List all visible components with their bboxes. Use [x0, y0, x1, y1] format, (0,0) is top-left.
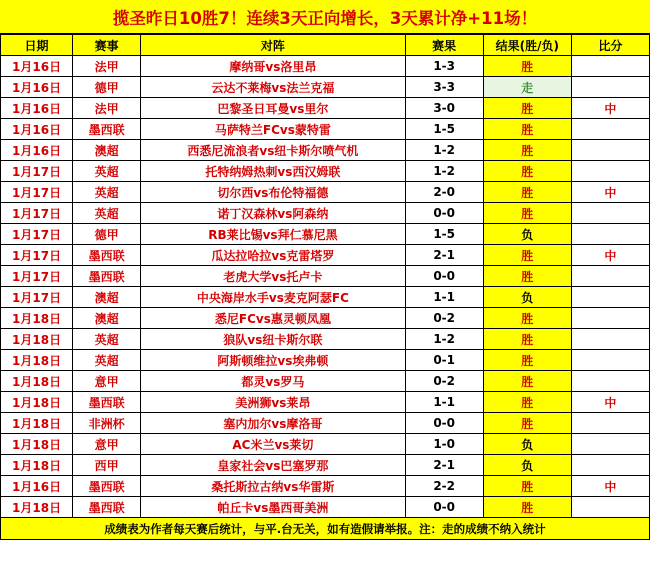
cell-score: 1-3	[405, 56, 483, 77]
table-row	[1, 413, 650, 434]
cell-ratio	[571, 434, 649, 455]
cell-date: 1月16日	[1, 98, 73, 119]
cell-league: 非洲杯	[73, 413, 141, 434]
cell-match: 狼队vs纽卡斯尔联	[141, 329, 405, 350]
cell-result: 胜	[483, 413, 571, 434]
cell-match: 瓜达拉哈拉vs克雷塔罗	[141, 245, 405, 266]
table-row	[1, 350, 650, 371]
cell-league: 墨西联	[73, 392, 141, 413]
cell-date: 1月17日	[1, 224, 73, 245]
cell-score: 2-2	[405, 476, 483, 497]
cell-date: 1月17日	[1, 203, 73, 224]
cell-result: 胜	[483, 56, 571, 77]
cell-score: 1-5	[405, 224, 483, 245]
column-header-league: 赛事	[73, 35, 141, 56]
cell-score: 0-0	[405, 203, 483, 224]
cell-result: 胜	[483, 119, 571, 140]
cell-match: AC米兰vs莱切	[141, 434, 405, 455]
cell-date: 1月16日	[1, 140, 73, 161]
cell-score: 0-2	[405, 371, 483, 392]
cell-ratio	[571, 140, 649, 161]
cell-ratio: 中	[571, 98, 649, 119]
table-row	[1, 182, 650, 203]
cell-score: 1-2	[405, 140, 483, 161]
cell-result: 胜	[483, 203, 571, 224]
table-row	[1, 77, 650, 98]
cell-date: 1月18日	[1, 392, 73, 413]
cell-result: 胜	[483, 140, 571, 161]
cell-league: 法甲	[73, 98, 141, 119]
column-header-result: 结果(胜/负)	[483, 35, 571, 56]
cell-match: 帕丘卡vs墨西哥美洲	[141, 497, 405, 518]
cell-match: 美洲狮vs莱昂	[141, 392, 405, 413]
cell-match: 诺丁汉森林vs阿森纳	[141, 203, 405, 224]
cell-match: RB莱比锡vs拜仁慕尼黑	[141, 224, 405, 245]
cell-score: 0-2	[405, 308, 483, 329]
table-row	[1, 140, 650, 161]
cell-ratio	[571, 413, 649, 434]
table-row	[1, 245, 650, 266]
cell-score: 0-1	[405, 350, 483, 371]
cell-ratio	[571, 77, 649, 98]
cell-league: 德甲	[73, 224, 141, 245]
cell-match: 塞内加尔vs摩洛哥	[141, 413, 405, 434]
cell-result: 负	[483, 224, 571, 245]
cell-ratio: 中	[571, 476, 649, 497]
table-row	[1, 329, 650, 350]
cell-date: 1月18日	[1, 497, 73, 518]
cell-result: 胜	[483, 476, 571, 497]
cell-match: 云达不莱梅vs法兰克福	[141, 77, 405, 98]
cell-score: 2-1	[405, 455, 483, 476]
cell-date: 1月18日	[1, 350, 73, 371]
cell-date: 1月18日	[1, 413, 73, 434]
cell-match: 马萨特兰FCvs蒙特雷	[141, 119, 405, 140]
cell-score: 0-0	[405, 413, 483, 434]
cell-result: 胜	[483, 497, 571, 518]
table-row	[1, 308, 650, 329]
cell-ratio	[571, 455, 649, 476]
cell-league: 澳超	[73, 287, 141, 308]
cell-ratio	[571, 161, 649, 182]
cell-result: 胜	[483, 266, 571, 287]
cell-league: 德甲	[73, 77, 141, 98]
cell-date: 1月18日	[1, 455, 73, 476]
table-row	[1, 98, 650, 119]
table-row	[1, 119, 650, 140]
cell-ratio	[571, 497, 649, 518]
cell-match: 皇家社会vs巴塞罗那	[141, 455, 405, 476]
table-row	[1, 434, 650, 455]
table-row	[1, 287, 650, 308]
cell-score: 3-3	[405, 77, 483, 98]
cell-result: 走	[483, 77, 571, 98]
cell-ratio	[571, 119, 649, 140]
cell-score: 0-0	[405, 497, 483, 518]
cell-match: 中央海岸水手vs麦克阿瑟FC	[141, 287, 405, 308]
cell-result: 胜	[483, 161, 571, 182]
cell-result: 胜	[483, 329, 571, 350]
cell-date: 1月16日	[1, 119, 73, 140]
cell-ratio	[571, 371, 649, 392]
headline-banner: 揽圣昨日10胜7！连续3天正向增长，3天累计净+11场！	[0, 0, 650, 34]
cell-league: 英超	[73, 203, 141, 224]
cell-score: 1-1	[405, 392, 483, 413]
table-row	[1, 371, 650, 392]
cell-league: 意甲	[73, 371, 141, 392]
table-row	[1, 497, 650, 518]
cell-date: 1月17日	[1, 245, 73, 266]
column-header-match: 对阵	[141, 35, 405, 56]
cell-match: 巴黎圣日耳曼vs里尔	[141, 98, 405, 119]
table-body	[1, 56, 650, 518]
cell-date: 1月17日	[1, 161, 73, 182]
table-row	[1, 455, 650, 476]
cell-match: 摩纳哥vs洛里昂	[141, 56, 405, 77]
table-row	[1, 266, 650, 287]
cell-league: 墨西联	[73, 245, 141, 266]
cell-date: 1月17日	[1, 182, 73, 203]
cell-date: 1月17日	[1, 266, 73, 287]
cell-league: 澳超	[73, 308, 141, 329]
cell-score: 2-0	[405, 182, 483, 203]
cell-result: 胜	[483, 350, 571, 371]
cell-date: 1月17日	[1, 287, 73, 308]
cell-ratio	[571, 308, 649, 329]
cell-league: 意甲	[73, 434, 141, 455]
cell-result: 负	[483, 434, 571, 455]
cell-date: 1月18日	[1, 329, 73, 350]
table-row	[1, 392, 650, 413]
cell-league: 法甲	[73, 56, 141, 77]
cell-match: 桑托斯拉古纳vs华雷斯	[141, 476, 405, 497]
cell-ratio	[571, 224, 649, 245]
cell-date: 1月18日	[1, 308, 73, 329]
cell-league: 英超	[73, 329, 141, 350]
table-row	[1, 56, 650, 77]
cell-score: 1-0	[405, 434, 483, 455]
cell-league: 英超	[73, 161, 141, 182]
cell-league: 墨西联	[73, 266, 141, 287]
cell-date: 1月18日	[1, 371, 73, 392]
cell-date: 1月18日	[1, 434, 73, 455]
cell-ratio	[571, 329, 649, 350]
cell-match: 阿斯顿维拉vs埃弗顿	[141, 350, 405, 371]
cell-match: 西悉尼流浪者vs纽卡斯尔喷气机	[141, 140, 405, 161]
cell-ratio	[571, 287, 649, 308]
column-header-ratio: 比分	[571, 35, 649, 56]
cell-date: 1月16日	[1, 476, 73, 497]
cell-result: 胜	[483, 371, 571, 392]
cell-league: 墨西联	[73, 476, 141, 497]
cell-score: 1-2	[405, 329, 483, 350]
header-row	[1, 35, 650, 56]
cell-league: 英超	[73, 182, 141, 203]
cell-score: 1-5	[405, 119, 483, 140]
table-header	[1, 35, 650, 56]
cell-league: 西甲	[73, 455, 141, 476]
cell-league: 英超	[73, 350, 141, 371]
cell-result: 负	[483, 455, 571, 476]
cell-ratio: 中	[571, 392, 649, 413]
cell-ratio	[571, 350, 649, 371]
cell-league: 墨西联	[73, 497, 141, 518]
cell-match: 托特纳姆热刺vs西汉姆联	[141, 161, 405, 182]
column-header-score: 赛果	[405, 35, 483, 56]
cell-result: 胜	[483, 182, 571, 203]
cell-ratio	[571, 56, 649, 77]
cell-league: 澳超	[73, 140, 141, 161]
cell-result: 胜	[483, 392, 571, 413]
cell-ratio: 中	[571, 182, 649, 203]
cell-match: 切尔西vs布伦特福德	[141, 182, 405, 203]
cell-score: 2-1	[405, 245, 483, 266]
cell-result: 胜	[483, 308, 571, 329]
cell-ratio	[571, 266, 649, 287]
cell-match: 老虎大学vs托卢卡	[141, 266, 405, 287]
cell-score: 3-0	[405, 98, 483, 119]
footer-note: 成绩表为作者每天赛后统计，与平.台无关，如有造假请举报。注：走的成绩不纳入统计	[0, 518, 650, 540]
cell-score: 1-2	[405, 161, 483, 182]
cell-date: 1月16日	[1, 56, 73, 77]
cell-match: 都灵vs罗马	[141, 371, 405, 392]
results-table	[0, 34, 650, 518]
cell-result: 负	[483, 287, 571, 308]
table-row	[1, 161, 650, 182]
cell-date: 1月16日	[1, 77, 73, 98]
cell-score: 0-0	[405, 266, 483, 287]
cell-score: 1-1	[405, 287, 483, 308]
table-row	[1, 203, 650, 224]
cell-league: 墨西联	[73, 119, 141, 140]
cell-ratio	[571, 203, 649, 224]
table-row	[1, 476, 650, 497]
cell-result: 胜	[483, 245, 571, 266]
cell-ratio: 中	[571, 245, 649, 266]
table-row	[1, 224, 650, 245]
column-header-date: 日期	[1, 35, 73, 56]
cell-match: 悉尼FCvs惠灵顿凤凰	[141, 308, 405, 329]
cell-result: 胜	[483, 98, 571, 119]
